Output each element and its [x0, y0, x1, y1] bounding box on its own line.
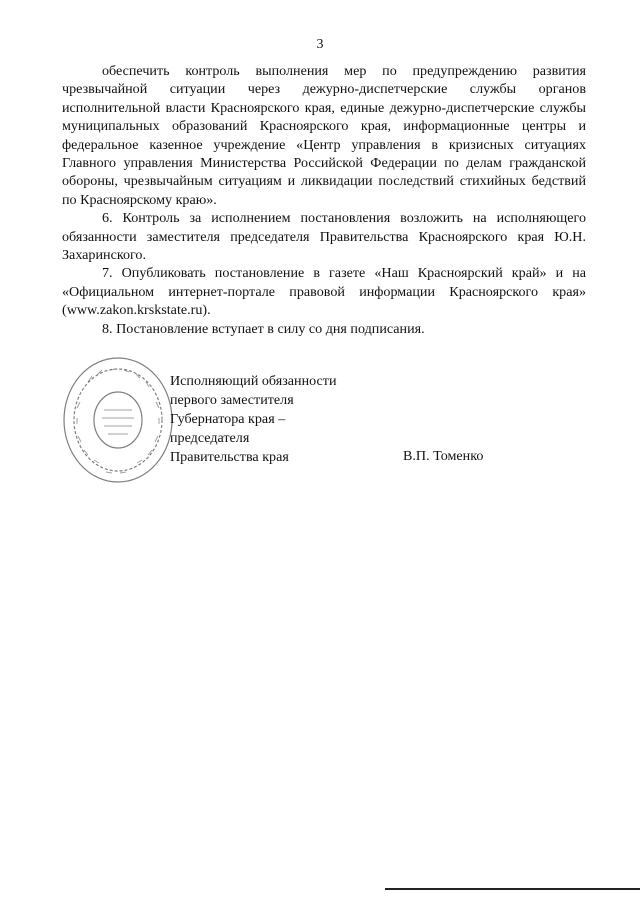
signature-title-line: первого заместителя	[170, 392, 294, 408]
document-body	[62, 62, 586, 338]
bottom-scan-line	[385, 888, 640, 890]
paragraph-continuation: обеспечить контроль выполнения мер по предупреждению развития чрезвычайной ситуации через дежурно-диспетчерские службы органов исполнительной власти Красноярского края, единые дежурно-диспетчерские службы муниципальных образований Красноярского края, информационные центры и федеральное казенное учреждение «Центр управления в кризисных ситуациях Главного управления Министерства Российской Федерации по делам гражданской обороны, чрезвычайным ситуациям и ликвидации последствий стихийных бедствий по Красноярскому краю».	[62, 63, 586, 208]
official-seal-stamp	[58, 352, 178, 488]
paragraph-item-8: 8. Постановление вступает в силу со дня подписания.	[102, 320, 425, 337]
paragraph-item-7: 7. Опубликовать постановление в газете «Наш Красноярский край» и на «Официальном интернет-портале правовой информации Красноярского края» (www.zakon.krskstate.ru).	[62, 265, 586, 319]
paragraph-item-6: 6. Контроль за исполнением постановления возложить на исполняющего обязанности заместителя председателя Правительства Красноярского края Ю.Н. Захаринского.	[62, 210, 586, 264]
signature-title-line: председателя	[170, 430, 250, 446]
signature-title-line: Губернатора края –	[170, 411, 286, 427]
signature-title-line: Правительства края	[170, 449, 289, 465]
page-number: 3	[316, 37, 324, 52]
signature-title-line: Исполняющий обязанности	[170, 373, 337, 389]
signature-block	[170, 372, 337, 467]
signer-name: В.П. Томенко	[403, 448, 484, 464]
